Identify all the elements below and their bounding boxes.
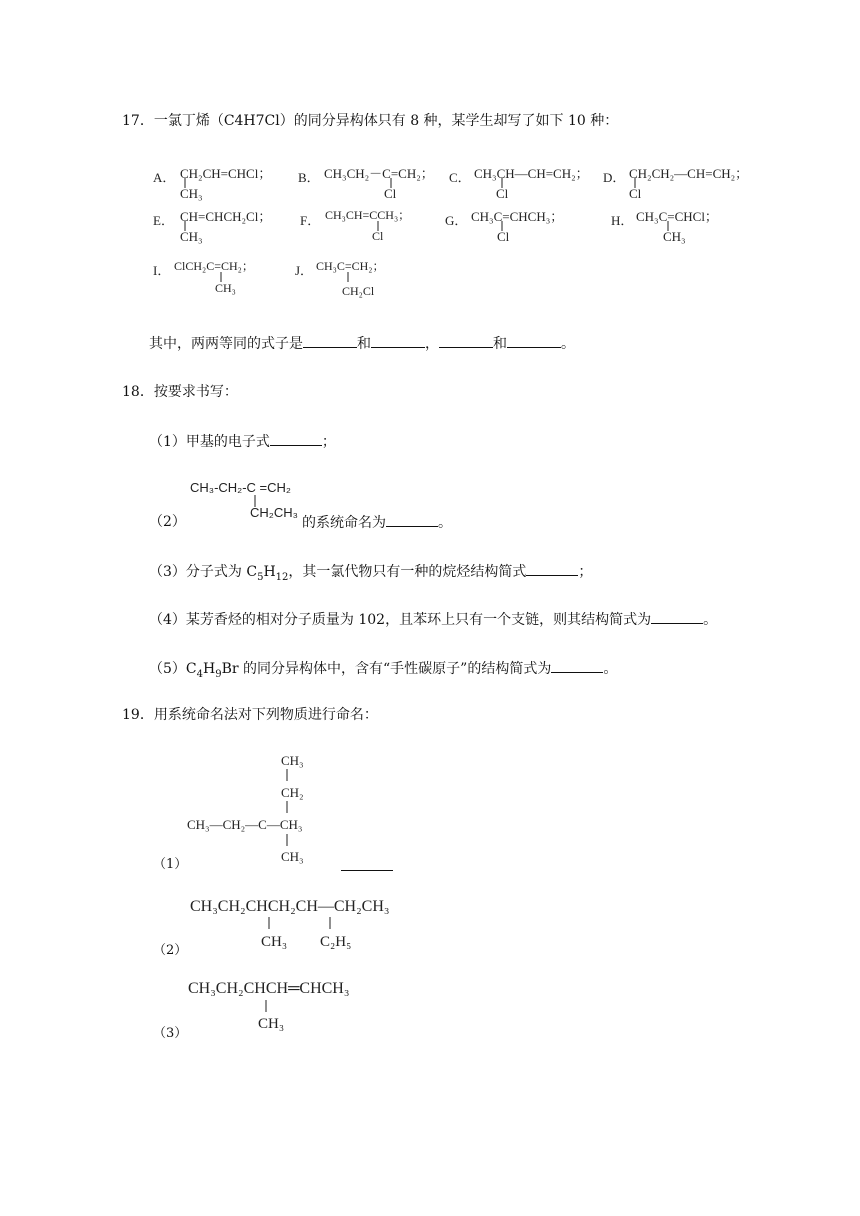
formula-main: CH₂CH₂—CH=CH₂； [629,166,749,181]
text: （5）C [149,661,197,677]
formula-sub: Cl [496,186,509,201]
bond-line [346,272,350,282]
q18-stem: 18．按要求书写： [122,384,238,400]
q18-part-3 [149,561,592,587]
formula-main: CH₃CH₂CHCH₂CH—CH₂CH₃ [190,898,390,915]
formula-main: ClCH₂C=CH₂； [174,259,254,273]
answer-blank[interactable] [270,431,322,446]
part-question [302,512,452,532]
formula-sub: CH₃ [215,281,236,295]
answer-blank-1[interactable] [303,333,357,348]
subscript: 5 [257,571,264,583]
question-text: 的系统命名为 [302,515,386,531]
option-label: G． [445,213,468,228]
formula-main: CH₃C=CHCl； [636,209,718,224]
answer-prefix: 其中，两两等同的式子是 [149,336,303,352]
period: 。 [561,336,575,352]
formula-main: CH₃C=CHCH₃； [471,209,564,224]
subscript: 9 [215,668,222,680]
option-label: J． [295,263,314,278]
formula-sub: CH₂CH₃ [250,505,298,520]
bond-line [264,1000,268,1012]
part-label: （2） [153,943,188,958]
formula-sub: Cl [372,229,384,243]
and-word: 和 [493,336,507,352]
punctuation: 。 [438,515,452,531]
answer-blank-3[interactable] [439,333,493,348]
formula-sub: Cl [497,229,510,244]
formula-sub: CH₃ [180,186,203,201]
subscript: 12 [275,571,289,583]
formula-sub: CH₂Cl [342,284,375,298]
option-label: I． [153,263,171,278]
option-label: E． [153,213,174,228]
text: H [203,661,216,677]
answer-blank[interactable] [341,856,393,871]
q18-part-4 [149,609,717,629]
q17-answer-line [149,333,575,353]
text: （4）某芳香烃的相对分子质量为 102，且苯环上只有一个支链，则其结构简式为 [149,612,652,628]
option-label: C． [449,170,471,185]
formula-sub: CH₃ [663,229,686,244]
formula-sub: Cl [629,186,642,201]
formula-main: CH₃CH—CH=CH₂； [474,166,589,181]
punctuation: 。 [603,661,618,677]
formula-main: CH₃—CH₂—C—CH₃ [187,817,303,832]
formula-top: CH₃ [281,753,304,768]
q18-part-1 [149,431,336,451]
formula-sub: Cl [384,186,397,201]
subscript: 4 [196,668,203,680]
formula-main: CH₃-CH₂-C =CH₂ [190,480,291,495]
punctuation: ； [321,434,336,450]
answer-blank[interactable] [651,609,703,624]
bond-line [285,769,289,781]
bond-line [285,834,289,846]
q19-stem: 19．用系统命名法对下列物质进行命名： [122,707,378,723]
text: Br 的同分异构体中，含有“手性碳原子”的结构简式为 [221,661,552,677]
formula-main: CH₃CH₂CHCH═CHCH₃ [188,980,350,997]
part-label: （2） [149,514,186,530]
answer-blank-2[interactable] [371,333,425,348]
option-label: D． [603,170,626,185]
formula-mid: CH₂ [281,785,304,800]
answer-blank[interactable] [551,658,603,673]
text: ，其一氯代物只有一种的烷烃结构简式 [288,564,527,580]
part-label: （1）甲基的电子式 [149,434,270,450]
formula-sub-1: CH₃ [261,934,288,950]
comma: ， [425,336,439,352]
formula-main: CH₂CH=CHCl； [180,166,272,181]
formula-main: CH₃CH₂－C=CH₂； [324,166,434,181]
text: H [263,564,276,580]
part-label: （1） [153,857,188,872]
formula-main: CH₃CH=CCH₃； [325,208,411,222]
formula-sub: CH₃ [180,229,203,244]
q17-stem: 17．一氯丁烯（C4H7Cl）的同分异构体只有 8 种，某学生却写了如下 10 种： [122,113,619,129]
and-word: 和 [357,336,371,352]
formula-sub-2: C₂H₅ [320,934,352,950]
answer-blank[interactable] [386,512,438,527]
option-label: A． [153,170,176,185]
bond-line [267,917,271,929]
option-label: B． [298,170,320,185]
option-label: H． [611,213,634,228]
answer-blank[interactable] [526,561,578,576]
part-label: （3） [153,1026,188,1041]
q18-part-5 [149,658,617,684]
formula-main: CH₃C=CH₂； [316,259,385,273]
formula-bottom: CH₃ [281,849,304,864]
punctuation: 。 [703,612,718,628]
answer-blank-4[interactable] [507,333,561,348]
bond-line [285,801,289,813]
punctuation: ； [578,564,593,580]
bond-line [328,917,332,929]
formula-main: CH=CHCH₂Cl； [180,209,272,224]
option-label: F． [300,213,321,228]
formula-sub: CH₃ [258,1016,285,1032]
text: （3）分子式为 C [149,564,258,580]
